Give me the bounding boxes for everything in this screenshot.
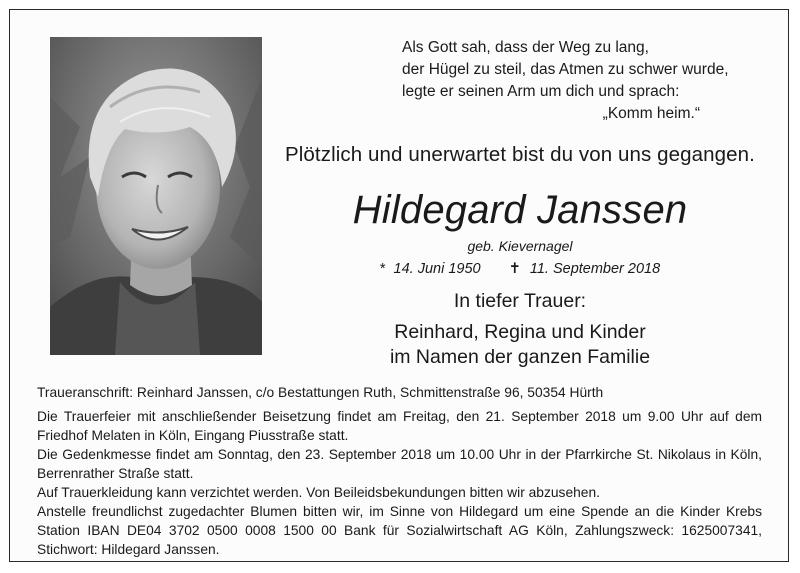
cross-icon: ✝ — [508, 261, 521, 277]
portrait-photo-graphic — [50, 37, 262, 355]
obituary-notice — [9, 9, 789, 562]
portrait-photo — [50, 37, 262, 355]
mass-paragraph: Die Gedenkmesse findet am Sonntag, den 23. September 2018 um 10.00 Uhr in der Pfarrkirche St. Nikolaus in Köln, Berrenrather Straße statt. — [37, 447, 762, 481]
poem-line-2: der Hügel zu steil, das Atmen zu schwer wurde, — [402, 61, 729, 78]
clothing-paragraph: Auf Trauerkleidung kann verzichtet werden. Von Beileidsbekundungen bitten wir abzusehen. — [37, 485, 600, 500]
headline: Plötzlich und unerwartet bist du von uns gegangen. — [285, 143, 755, 166]
mourning-block — [280, 289, 760, 370]
address-line: Traueranschrift: Reinhard Janssen, c/o Bestattungen Ruth, Schmittenstraße 96, 50354 Hürth — [37, 385, 604, 400]
mourning-family: im Namen der ganzen Familie — [389, 346, 651, 368]
death-date: 11. September 2018 — [529, 261, 661, 277]
deceased-name: Hildegard Janssen — [352, 188, 688, 232]
funeral-paragraph: Die Trauerfeier mit anschließender Beisetzung findet am Freitag, den 21. September 2018 um 9.00 Uhr auf dem Friedhof Melaten in Köln, Eingang Piusstraße statt. — [37, 409, 762, 443]
poem-line-1: Als Gott sah, dass der Weg zu lang, — [402, 39, 649, 56]
poem — [402, 37, 762, 125]
info-block — [37, 383, 762, 559]
mourning-names: Reinhard, Regina und Kinder — [394, 321, 646, 343]
maiden-name: geb. Kievernagel — [467, 238, 573, 254]
poem-line-3: legte er seinen Arm um dich und sprach: — [402, 83, 680, 100]
mourning-intro: In tiefer Trauer: — [453, 290, 587, 312]
poem-line-4: „Komm heim.“ — [602, 105, 700, 122]
birth-date: 14. Juni 1950 — [393, 261, 481, 277]
life-dates — [280, 261, 760, 277]
birth-symbol: * — [379, 261, 386, 277]
donation-paragraph: Anstelle freundlichst zugedachter Blumen bitten wir, im Sinne von Hildegard um eine Spende an die Kinder Krebs Station IBAN DE04 3702 0500 0008 1500 00 Bank für Sozialwirtschaft AG Köln, Zahlungszweck: 1625007341, Stichwort: Hildegard Janssen. — [37, 504, 762, 557]
